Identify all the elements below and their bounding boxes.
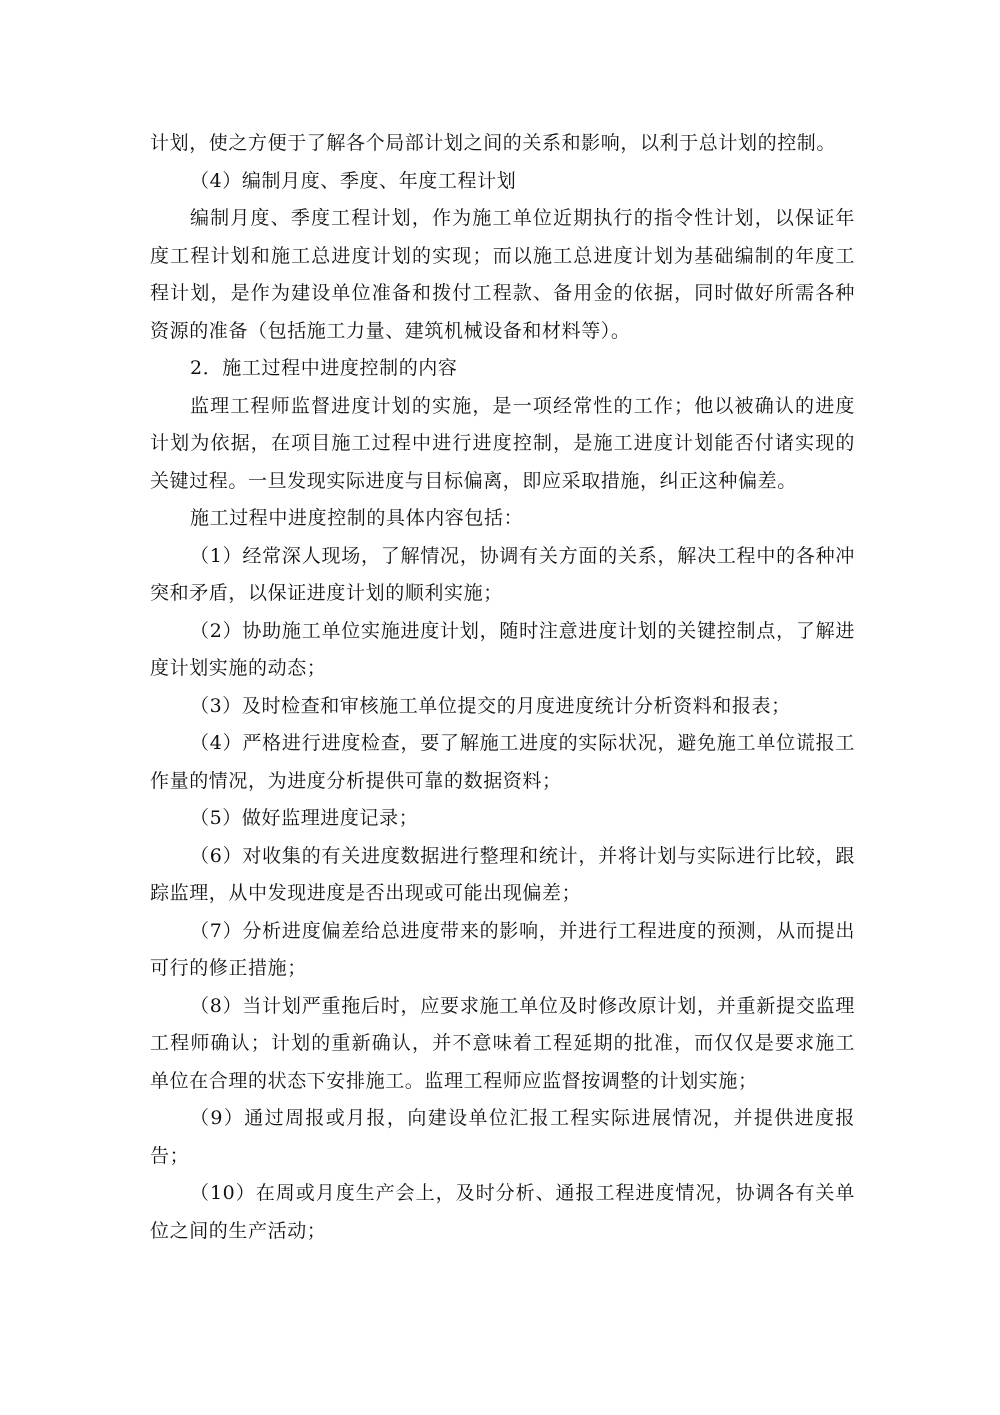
list-item-2: （2）协助施工单位实施进度计划，随时注意进度计划的关键控制点，了解进度计划实施的动态；	[150, 619, 855, 679]
list-item-10: （10）在周或月度生产会上，及时分析、通报工程进度情况，协调各有关单位之间的生产活动；	[150, 1182, 855, 1242]
list-item-5: （5）做好监理进度记录；	[190, 807, 419, 829]
list-item-9: （9）通过周报或月报，向建设单位汇报工程实际进展情况，并提供进度报告；	[150, 1107, 855, 1167]
paragraph-monthly-plan: 编制月度、季度工程计划，作为施工单位近期执行的指令性计划，以保证年度工程计划和施工总进度计划的实现；而以施工总进度计划为基础编制的年度工程计划，是作为建设单位准备和拨付工程款、备用金的依据，同时做好所需各种资源的准备（包括施工力量、建筑机械设备和材料等）。	[150, 207, 855, 342]
paragraph-continuation: 计划，使之方便于了解各个局部计划之间的关系和影响，以利于总计划的控制。	[150, 132, 837, 154]
list-item-7: （7）分析进度偏差给总进度带来的影响，并进行工程进度的预测，从而提出可行的修正措施；	[150, 919, 855, 979]
document-page	[150, 125, 855, 1250]
list-item-4: （4）严格进行进度检查，要了解施工进度的实际状况，避免施工单位谎报工作量的情况，为进度分析提供可靠的数据资料；	[150, 732, 855, 792]
paragraph-supervision: 监理工程师监督进度计划的实施，是一项经常性的工作；他以被确认的进度计划为依据，在项目施工过程中进行进度控制，是施工进度计划能否付诸实现的关键过程。一旦发现实际进度与目标偏离，即应采取措施，纠正这种偏差。	[150, 394, 855, 492]
section-heading-2: 2．施工过程中进度控制的内容	[190, 357, 458, 379]
list-item-3: （3）及时检查和审核施工单位提交的月度进度统计分析资料和报表；	[190, 694, 791, 717]
heading-item-4: （4）编制月度、季度、年度工程计划	[190, 169, 517, 192]
list-item-6: （6）对收集的有关进度数据进行整理和统计，并将计划与实际进行比较，跟踪监理，从中发现进度是否出现或可能出现偏差；	[150, 844, 855, 904]
paragraph-content-intro: 施工过程中进度控制的具体内容包括：	[190, 507, 524, 529]
list-item-1: （1）经常深人现场，了解情况，协调有关方面的关系，解决工程中的各种冲突和矛盾，以保证进度计划的顺利实施；	[150, 544, 855, 604]
list-item-8: （8）当计划严重拖后时，应要求施工单位及时修改原计划，并重新提交监理工程师确认；计划的重新确认，并不意味着工程延期的批准，而仅仅是要求施工单位在合理的状态下安排施工。监理工程师应监督按调整的计划实施；	[150, 994, 855, 1092]
